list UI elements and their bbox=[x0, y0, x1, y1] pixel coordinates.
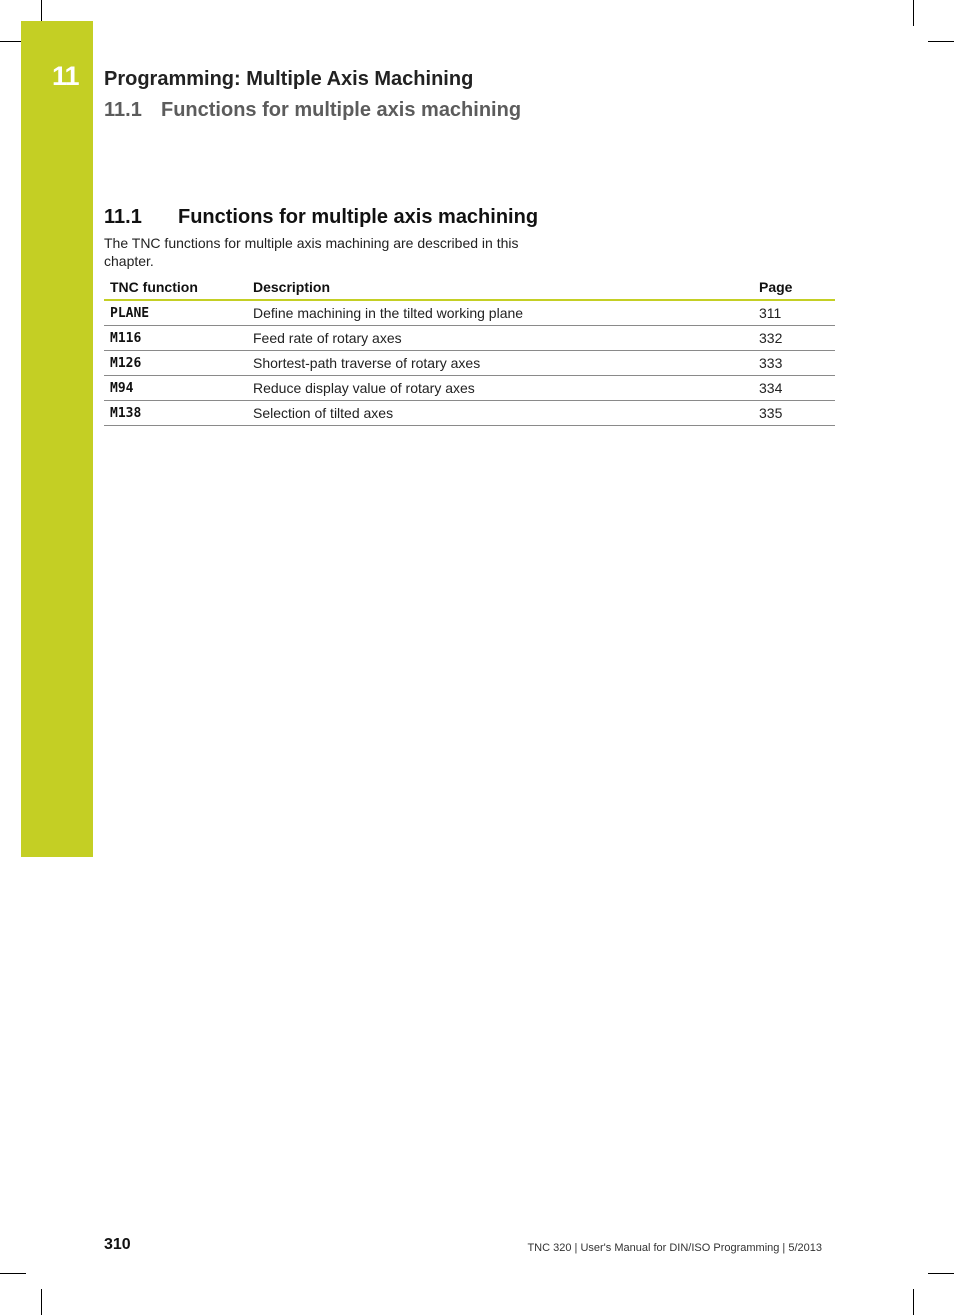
page-number: 310 bbox=[104, 1236, 131, 1253]
description-cell: Define machining in the tilted working plane bbox=[247, 300, 753, 326]
section-title: Functions for multiple axis machining bbox=[178, 206, 539, 228]
function-cell: M94 bbox=[104, 376, 247, 401]
table-row bbox=[104, 376, 835, 401]
header-page: Page bbox=[753, 275, 835, 300]
running-section-number: 11.1 bbox=[104, 99, 142, 121]
chapter-number: 11 bbox=[52, 61, 79, 91]
description-cell: Reduce display value of rotary axes bbox=[247, 376, 753, 401]
section-heading bbox=[104, 206, 538, 229]
table-header-row bbox=[104, 275, 835, 300]
crop-mark bbox=[0, 1273, 26, 1274]
page-cell: 332 bbox=[753, 326, 835, 351]
chapter-title: Programming: Multiple Axis Machining bbox=[104, 68, 474, 90]
function-cell: M126 bbox=[104, 351, 247, 376]
table-row bbox=[104, 326, 835, 351]
page-cell: 311 bbox=[753, 300, 835, 326]
description-cell: Feed rate of rotary axes bbox=[247, 326, 753, 351]
running-section-title: Functions for multiple axis machining bbox=[161, 99, 522, 121]
running-section-header bbox=[104, 99, 521, 122]
footer-text: TNC 320 | User's Manual for DIN/ISO Programming | 5/2013 bbox=[527, 1242, 822, 1254]
function-cell: M116 bbox=[104, 326, 247, 351]
description-cell: Shortest-path traverse of rotary axes bbox=[247, 351, 753, 376]
function-cell: PLANE bbox=[104, 300, 247, 326]
header-description: Description bbox=[247, 275, 753, 300]
table-row bbox=[104, 351, 835, 376]
page-cell: 334 bbox=[753, 376, 835, 401]
table-row bbox=[104, 401, 835, 426]
description-cell: Selection of tilted axes bbox=[247, 401, 753, 426]
page-cell: 335 bbox=[753, 401, 835, 426]
crop-mark bbox=[913, 0, 914, 26]
functions-table bbox=[104, 275, 835, 426]
page-cell: 333 bbox=[753, 351, 835, 376]
crop-mark bbox=[913, 1289, 914, 1315]
header-tnc-function: TNC function bbox=[104, 275, 247, 300]
table-row bbox=[104, 300, 835, 326]
crop-mark bbox=[928, 41, 954, 42]
chapter-tab-bar bbox=[21, 21, 93, 857]
section-number: 11.1 bbox=[104, 206, 142, 228]
function-cell: M138 bbox=[104, 401, 247, 426]
crop-mark bbox=[928, 1273, 954, 1274]
intro-paragraph: The TNC functions for multiple axis machining are described in this chapter. bbox=[104, 235, 519, 269]
crop-mark bbox=[41, 1289, 42, 1315]
